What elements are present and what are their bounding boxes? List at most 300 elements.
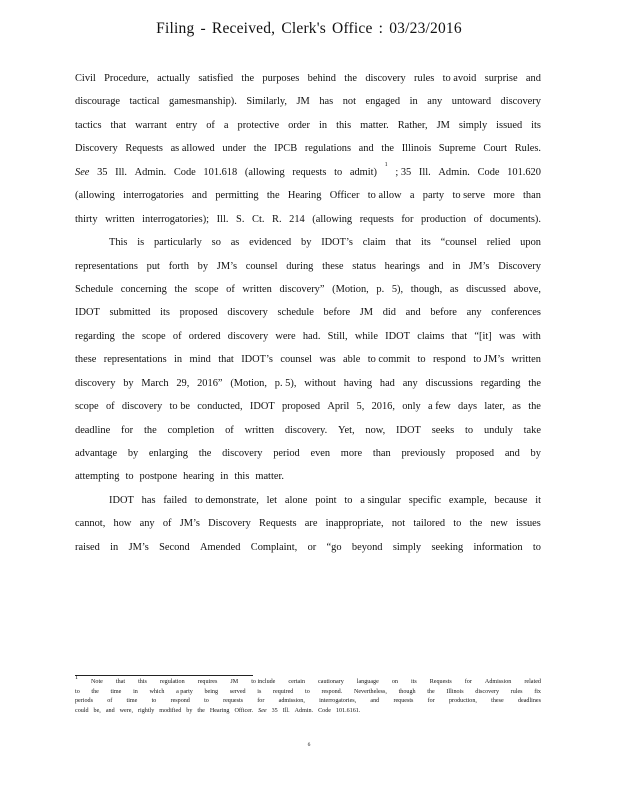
body-line [75, 329, 541, 352]
body-line [75, 118, 541, 141]
word: information [473, 541, 523, 553]
word: engaged [365, 96, 401, 108]
word: untoward [451, 96, 492, 108]
word: forth [168, 260, 189, 272]
word: more [493, 190, 515, 202]
word: more [340, 448, 363, 459]
word: for [464, 679, 472, 685]
word: to [344, 494, 353, 506]
word: hearing [183, 471, 215, 483]
word: later, [484, 401, 505, 413]
word: ; 35 [395, 166, 412, 178]
word: as [449, 283, 459, 295]
word: discovery [475, 688, 499, 695]
word: in [220, 471, 229, 483]
word: counsel [280, 354, 313, 366]
word: evidenced [249, 237, 292, 249]
word: 214 [289, 213, 305, 225]
word: without [304, 377, 336, 389]
word: the [198, 448, 212, 459]
word: simply [458, 119, 488, 131]
word: Procedure, [104, 73, 149, 84]
body-line [75, 423, 541, 446]
word: the [344, 73, 357, 84]
word: respond. [321, 688, 343, 695]
word: proposed [456, 448, 495, 459]
word: is [257, 688, 262, 695]
word: Yet, [338, 424, 355, 436]
word: schedule [277, 307, 314, 319]
word: surprise [484, 73, 518, 84]
word: IDOT’s [241, 354, 273, 366]
word: to serve [452, 190, 486, 202]
word: gamesmanship). [169, 96, 237, 108]
word: this [138, 679, 147, 685]
word: interrogatories, [319, 698, 357, 705]
word: behind [307, 73, 336, 84]
word: by [197, 260, 209, 272]
body-line [75, 188, 541, 211]
word: rightly [138, 707, 155, 714]
word: written [511, 354, 541, 366]
body-line [75, 212, 541, 235]
word: to [453, 518, 462, 530]
word: to [125, 471, 134, 483]
word: to [204, 698, 209, 705]
word: or [307, 541, 317, 553]
word: upon [520, 237, 541, 249]
word: permitting [215, 190, 259, 202]
word: language [356, 679, 379, 685]
word: scope [141, 330, 166, 342]
word: March [141, 377, 169, 389]
word: to [417, 354, 426, 366]
word: tactical [129, 96, 160, 108]
word: modified [159, 707, 182, 714]
word: any [139, 518, 155, 530]
word: written [244, 424, 275, 436]
page-number: 6 [307, 742, 311, 748]
word: relied [486, 237, 511, 249]
word: proposed [179, 307, 218, 319]
word: enlarging [148, 448, 188, 459]
word: Rules. [514, 143, 541, 155]
word: ordered [188, 330, 221, 342]
word: under [222, 143, 247, 155]
word: Complaint, [250, 541, 298, 553]
word: IDOT [109, 494, 134, 506]
word: are [304, 518, 318, 530]
word: the [528, 401, 541, 413]
word: Discovery [75, 143, 118, 155]
word: previously [401, 448, 446, 459]
word: regarding [75, 330, 115, 342]
word: 29, [176, 377, 190, 389]
word: the [381, 143, 395, 155]
word: by [186, 707, 193, 714]
word: 5, [356, 401, 365, 413]
word: its [420, 237, 431, 249]
word: IDOT [396, 424, 421, 436]
word: the [528, 377, 541, 389]
body-line [75, 352, 541, 375]
body-line [75, 94, 541, 117]
word: being [204, 688, 219, 695]
word: the [469, 518, 483, 530]
word: the [122, 330, 135, 342]
word: was [319, 354, 336, 366]
word: p. 5), [274, 377, 297, 389]
word: Requests [259, 518, 297, 530]
word: before [323, 307, 351, 319]
word: Code [477, 166, 500, 178]
word: its [160, 307, 170, 319]
word: how [113, 518, 132, 530]
word: a few [427, 401, 451, 413]
word: claims [417, 330, 445, 342]
word: these [75, 354, 97, 366]
footnote-line [75, 707, 541, 717]
word: cannot, [75, 518, 106, 530]
word: submitted [109, 307, 151, 319]
word: to avoid [442, 73, 477, 84]
word: during [286, 260, 314, 272]
word: Admin. [294, 707, 314, 714]
footnote [75, 675, 541, 716]
word: (Motion, [230, 377, 267, 389]
word: to demonstrate, [194, 494, 259, 506]
word: written [105, 213, 135, 225]
word: has [141, 494, 156, 506]
word: to [465, 424, 474, 436]
word: has [319, 96, 334, 108]
word: (Motion, [332, 283, 369, 295]
word: discovery [75, 377, 116, 389]
word: Admission [484, 679, 512, 685]
footnote-ref: 1 [384, 161, 388, 168]
word: actually [157, 73, 191, 84]
word: were [275, 330, 296, 342]
word: of [226, 283, 235, 295]
word: Second [159, 541, 190, 553]
word: time [110, 688, 122, 695]
word: warrant [135, 119, 167, 131]
word: “go [326, 541, 342, 553]
word: and [192, 190, 208, 202]
word: any [402, 377, 418, 389]
word: proposed [281, 401, 321, 413]
word: Requests [429, 679, 452, 685]
word: 101.620 [507, 166, 541, 178]
word: is [137, 237, 145, 249]
word: representations [75, 260, 138, 272]
word: put [146, 260, 160, 272]
body-line [75, 141, 541, 164]
word: had [379, 377, 395, 389]
word: these [491, 698, 504, 705]
word: and [428, 260, 444, 272]
word: respond [432, 354, 466, 366]
word: deadlines [517, 698, 541, 705]
filing-header: Filing - Received, Clerk's Office : 03/23/2016 [156, 20, 462, 37]
word: See [75, 166, 90, 178]
word: conducted, [197, 401, 243, 413]
word: above, [513, 283, 541, 295]
word: of [107, 698, 113, 705]
body-line [75, 399, 541, 422]
word: discussions [425, 377, 473, 389]
footnote-marker: 1 [75, 675, 78, 681]
word: discovery [500, 96, 541, 108]
word: of [206, 119, 215, 131]
word: it [535, 494, 541, 506]
word: Similarly, [246, 96, 287, 108]
word: this [336, 119, 352, 131]
word: periods [75, 698, 93, 705]
word: order [288, 119, 310, 131]
word: for [121, 424, 134, 436]
word: Still, [327, 330, 348, 342]
word: Amended [200, 541, 241, 553]
word: (allowing [244, 166, 285, 178]
word: required [273, 688, 294, 695]
word: Officer [329, 190, 360, 202]
word: interrogatories); [142, 213, 210, 225]
word: that [110, 119, 127, 131]
word: in [452, 260, 461, 272]
word: scope [194, 283, 219, 295]
word: only [402, 401, 421, 413]
word: than [372, 448, 391, 459]
word: and [405, 307, 421, 319]
word: Ill. [216, 213, 229, 225]
word: tactics [75, 119, 102, 131]
word: of [162, 518, 172, 530]
word: 35 [271, 707, 278, 714]
word: let [266, 494, 278, 506]
word: example, [448, 494, 487, 506]
word: and [358, 143, 374, 155]
body-line [75, 282, 541, 305]
word: Hearing [209, 707, 230, 714]
word: 2016” [197, 377, 223, 389]
word: counsel [245, 260, 278, 272]
word: of [225, 424, 234, 436]
word: did [382, 307, 396, 319]
word: completion [167, 424, 215, 436]
word: production [421, 213, 467, 225]
word: before [430, 307, 457, 319]
word: requests [359, 213, 394, 225]
word: thirty [75, 213, 98, 225]
word: period [273, 448, 300, 459]
word: Illinois [401, 143, 432, 155]
body-line [75, 540, 541, 563]
word: to [305, 688, 310, 695]
body-line [75, 71, 541, 94]
word: as allowed [170, 143, 215, 155]
word: IDOT’s [321, 237, 353, 249]
word: served [229, 688, 246, 695]
body-line [75, 376, 541, 399]
word: Officer. [234, 707, 254, 714]
word: for [401, 213, 414, 225]
word: its [410, 679, 417, 685]
word: for [427, 698, 435, 705]
footnote-line [75, 688, 541, 698]
word: discovery [222, 448, 263, 459]
word: Ill. [115, 166, 127, 178]
word: these [322, 260, 344, 272]
word: Discovery [208, 518, 251, 530]
word: Supreme [438, 143, 476, 155]
word: simply [392, 541, 422, 553]
word: See [258, 707, 267, 714]
word: in [110, 541, 119, 553]
word: and [105, 707, 115, 714]
word: mind [189, 354, 211, 366]
word: of [473, 213, 483, 225]
word: party [422, 190, 445, 202]
word: any [427, 96, 443, 108]
word: the [241, 73, 255, 84]
word: of [172, 330, 182, 342]
word: admission, [278, 698, 305, 705]
word: not [391, 518, 406, 530]
word: written [242, 283, 272, 295]
word: requests [393, 698, 414, 705]
word: JM [296, 96, 310, 108]
word: beyond [351, 541, 383, 553]
word: Discovery [498, 260, 541, 272]
word: issues [516, 518, 541, 530]
word: the [143, 424, 157, 436]
word: to commit [367, 354, 411, 366]
word: Schedule [75, 283, 114, 295]
word: JM’s [469, 260, 490, 272]
word: Hearing [287, 190, 322, 202]
word: that [451, 330, 468, 342]
word: raised [75, 541, 100, 553]
word: hearings [384, 260, 420, 272]
word: discovery” [279, 283, 325, 295]
footnote-line [75, 675, 541, 688]
word: fix [534, 688, 541, 695]
word: 2016, [371, 401, 395, 413]
word: Ill. [418, 166, 431, 178]
word: Note [91, 679, 103, 685]
word: Admin. [134, 166, 167, 178]
word: IDOT [385, 330, 410, 342]
body-line [75, 469, 541, 492]
word: which [149, 688, 165, 695]
word: the [91, 688, 99, 695]
word: and [525, 73, 541, 84]
word: able [343, 354, 361, 366]
word: seeks [431, 424, 455, 436]
word: for [257, 698, 265, 705]
word: its [531, 119, 541, 131]
word: of [105, 401, 115, 413]
body-text [75, 71, 541, 563]
word: to [334, 166, 343, 178]
word: Rather, [397, 119, 428, 131]
word: concerning [120, 283, 167, 295]
word: IPCB [274, 143, 298, 155]
word: (allowing [75, 190, 115, 202]
word: a singular [360, 494, 401, 506]
word: to include [251, 679, 276, 685]
word: scope [75, 401, 99, 413]
word: the [197, 707, 205, 714]
word: Court [483, 143, 508, 155]
word: This [109, 237, 128, 249]
word: new [490, 518, 508, 530]
word: while [354, 330, 378, 342]
word: alone [284, 494, 308, 506]
word: failed [163, 494, 187, 506]
word: entry [175, 119, 198, 131]
word: discovery [365, 73, 406, 84]
word: Code [173, 166, 196, 178]
word: specific [408, 494, 442, 506]
word: to [532, 541, 541, 553]
word: Ct. [252, 213, 265, 225]
word: in [319, 119, 328, 131]
footnote-divider [75, 675, 253, 676]
word: the [266, 190, 280, 202]
word: to [75, 688, 80, 695]
word: discovery [121, 401, 163, 413]
word: the [174, 283, 188, 295]
word: take [523, 424, 541, 436]
word: matter. [360, 119, 389, 131]
word: JM’s [128, 541, 149, 553]
word: seeking [431, 541, 464, 553]
word: because [494, 494, 528, 506]
word: to [151, 698, 157, 705]
word: S. [236, 213, 245, 225]
body-line [75, 516, 541, 539]
word: status [352, 260, 376, 272]
word: JM’s [216, 260, 237, 272]
word: in [409, 96, 418, 108]
word: even [310, 448, 331, 459]
word: requires [197, 679, 218, 685]
word: JM [359, 307, 374, 319]
word: time [126, 698, 138, 705]
word: representations [103, 354, 167, 366]
word: 101.618 [203, 166, 238, 178]
word: “counsel [440, 237, 477, 249]
word: R. [272, 213, 282, 225]
word: purposes [262, 73, 300, 84]
word: with [522, 330, 541, 342]
word: a party [176, 688, 193, 695]
word: discovery [227, 307, 268, 319]
body-line [75, 259, 541, 282]
word: not [342, 96, 356, 108]
word: though [398, 688, 416, 695]
word: Ill. [282, 707, 290, 714]
word: respond [170, 698, 190, 705]
word: by [123, 377, 134, 389]
body-line [75, 446, 541, 469]
word: by [530, 448, 541, 459]
word: by [301, 237, 312, 249]
word: deadline [75, 424, 111, 436]
word: the [253, 143, 267, 155]
